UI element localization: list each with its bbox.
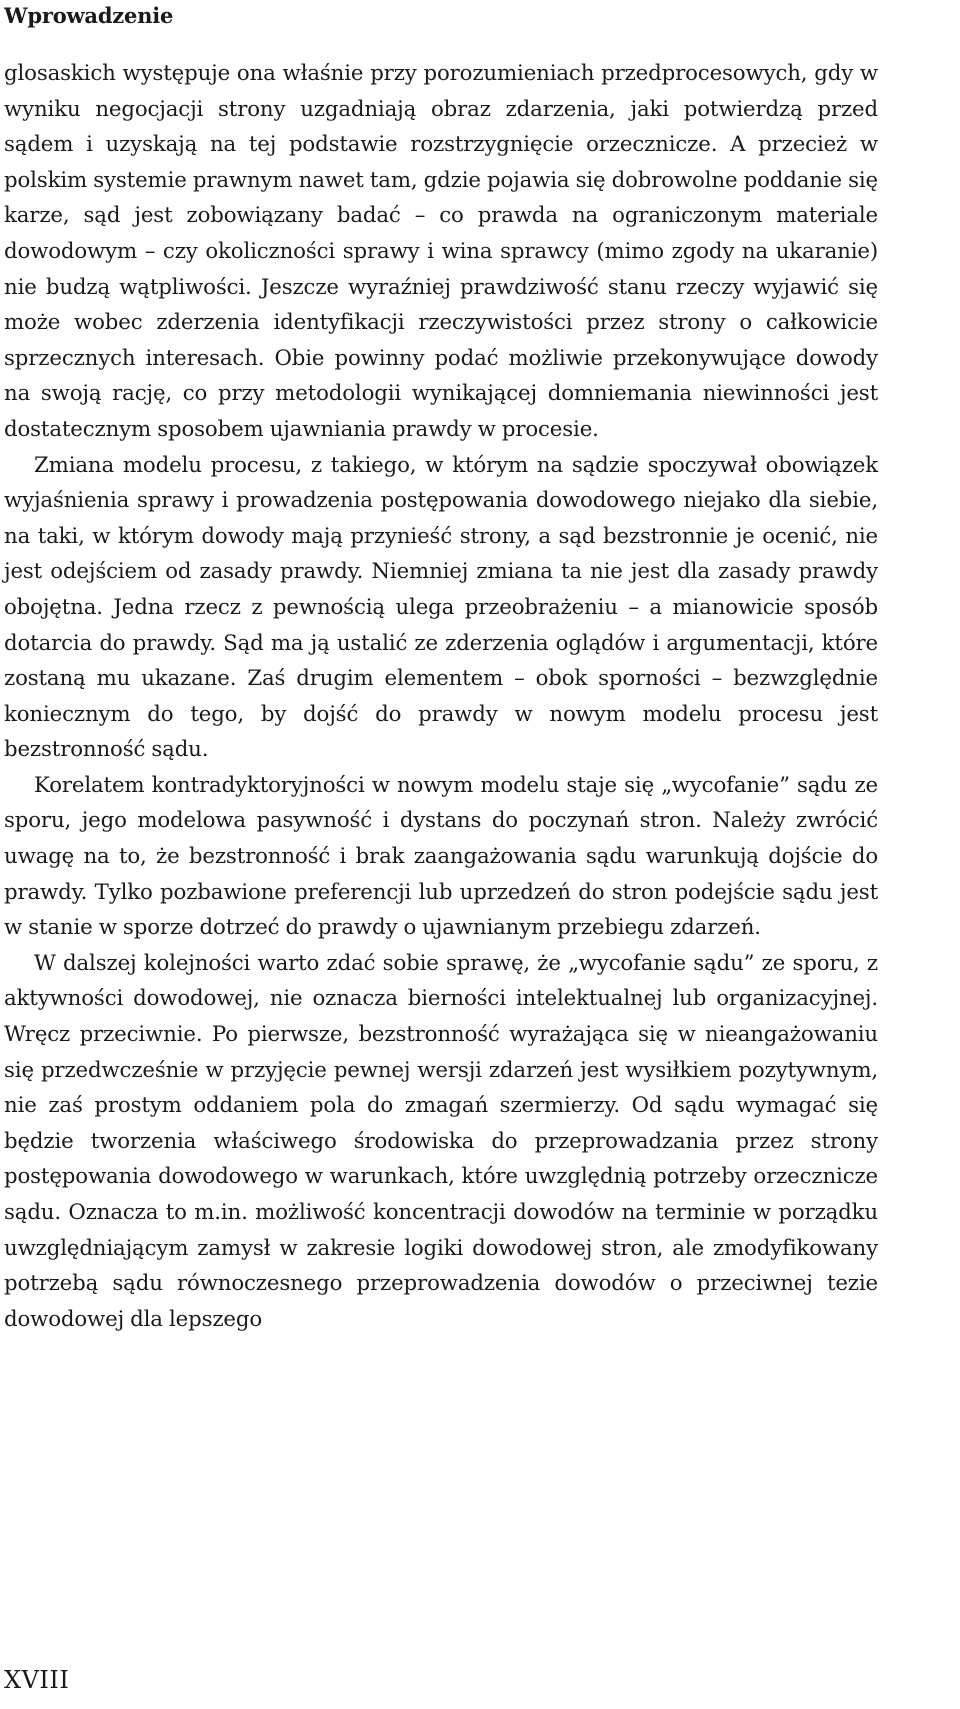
running-head-title: Wprowadzenie [4, 3, 174, 28]
page-number: XVIII [4, 1666, 70, 1694]
paragraph-further: W dalszej kolejności warto zdać sobie sprawę, że „wycofanie sądu” ze sporu, z aktywności dowodowej, nie oznacza bierności intelektualnej lub organizacyjnej. Wręcz przeciwnie. Po pierwsze, bezstronność wyrażająca się w nieangażowaniu się przedwcześnie w przyjęcie pewnej wersji zdarzeń jest wysiłkiem pozytywnym, nie zaś prostym oddaniem pola do zmagań szermierzy. Od sądu wymagać się będzie tworzenia właściwego środowiska do przeprowadzania przez strony postępowania dowodowego w warunkach, które uwzględnią potrzeby orzecznicze sądu. Oznacza to m.in. możliwość koncentracji dowodów na terminie w porządku uwzględniającym zamysł w zakresie logiki dowodowej stron, ale zmodyfikowany potrzebą sądu równoczesnego przeprowadzenia dowodów o przeciwnej tezie dowodowej dla lepszego [4, 950, 878, 1332]
paragraph-model-change: Zmiana modelu procesu, z takiego, w którym na sądzie spoczywał obowiązek wyjaśnienia sprawy i prowadzenia postępowania dowodowego niejako dla siebie, na taki, w którym dowody mają przynieść strony, a sąd bezstronnie je ocenić, nie jest odejściem od zasady prawdy. Niemniej zmiana ta nie jest dla zasady prawdy obojętna. Jedna rzecz z pewnością ulega przeobrażeniu – a mianowicie sposób dotarcia do prawdy. Sąd ma ją ustalić ze zderzenia oglądów i argumentacji, które zostaną mu ukazane. Zaś drugim elementem – obok sporności – bezwzględnie koniecznym do tego, by dojść do prawdy w nowym modelu procesu jest bezstronność sądu. [4, 452, 878, 763]
page-body [4, 56, 878, 1337]
paragraph-correlate: Korelatem kontradyktoryjności w nowym modelu staje się „wycofanie” sądu ze sporu, jego modelowa pasywność i dystans do poczynań stron. Należy zwrócić uwagę na to, że bezstronność i brak zaangażowania sądu warunkują dojście do prawdy. Tylko pozbawione preferencji lub uprzedzeń do stron podejście sądu jest w stanie w sporze dotrzeć do prawdy o ujawnianym przebiegu zdarzeń. [4, 772, 878, 941]
paragraph-continuation: glosaskich występuje ona właśnie przy porozumieniach przedprocesowych, gdy w wyniku negocjacji strony uzgadniają obraz zdarzenia, jaki potwierdzą przed sądem i uzyskają na tej podstawie rozstrzygnięcie orzecznicze. A przecież w polskim systemie prawnym nawet tam, gdzie pojawia się dobrowolne poddanie się karze, sąd jest zobowiązany badać – co prawda na ograniczonym materiale dowodowym – czy okoliczności sprawy i wina sprawcy (mimo zgody na ukaranie) nie budzą wątpliwości. Jeszcze wyraźniej prawdziwość stanu rzeczy wyjawić się może wobec zderzenia identyfikacji rzeczywistości przez strony o całkowicie sprzecznych interesach. Obie powinny podać możliwie przekonywujące dowody na swoją rację, co przy metodologii wynikającej domniemania niewinności jest dostatecznym sposobem ujawniania prawdy w procesie. [4, 61, 878, 442]
